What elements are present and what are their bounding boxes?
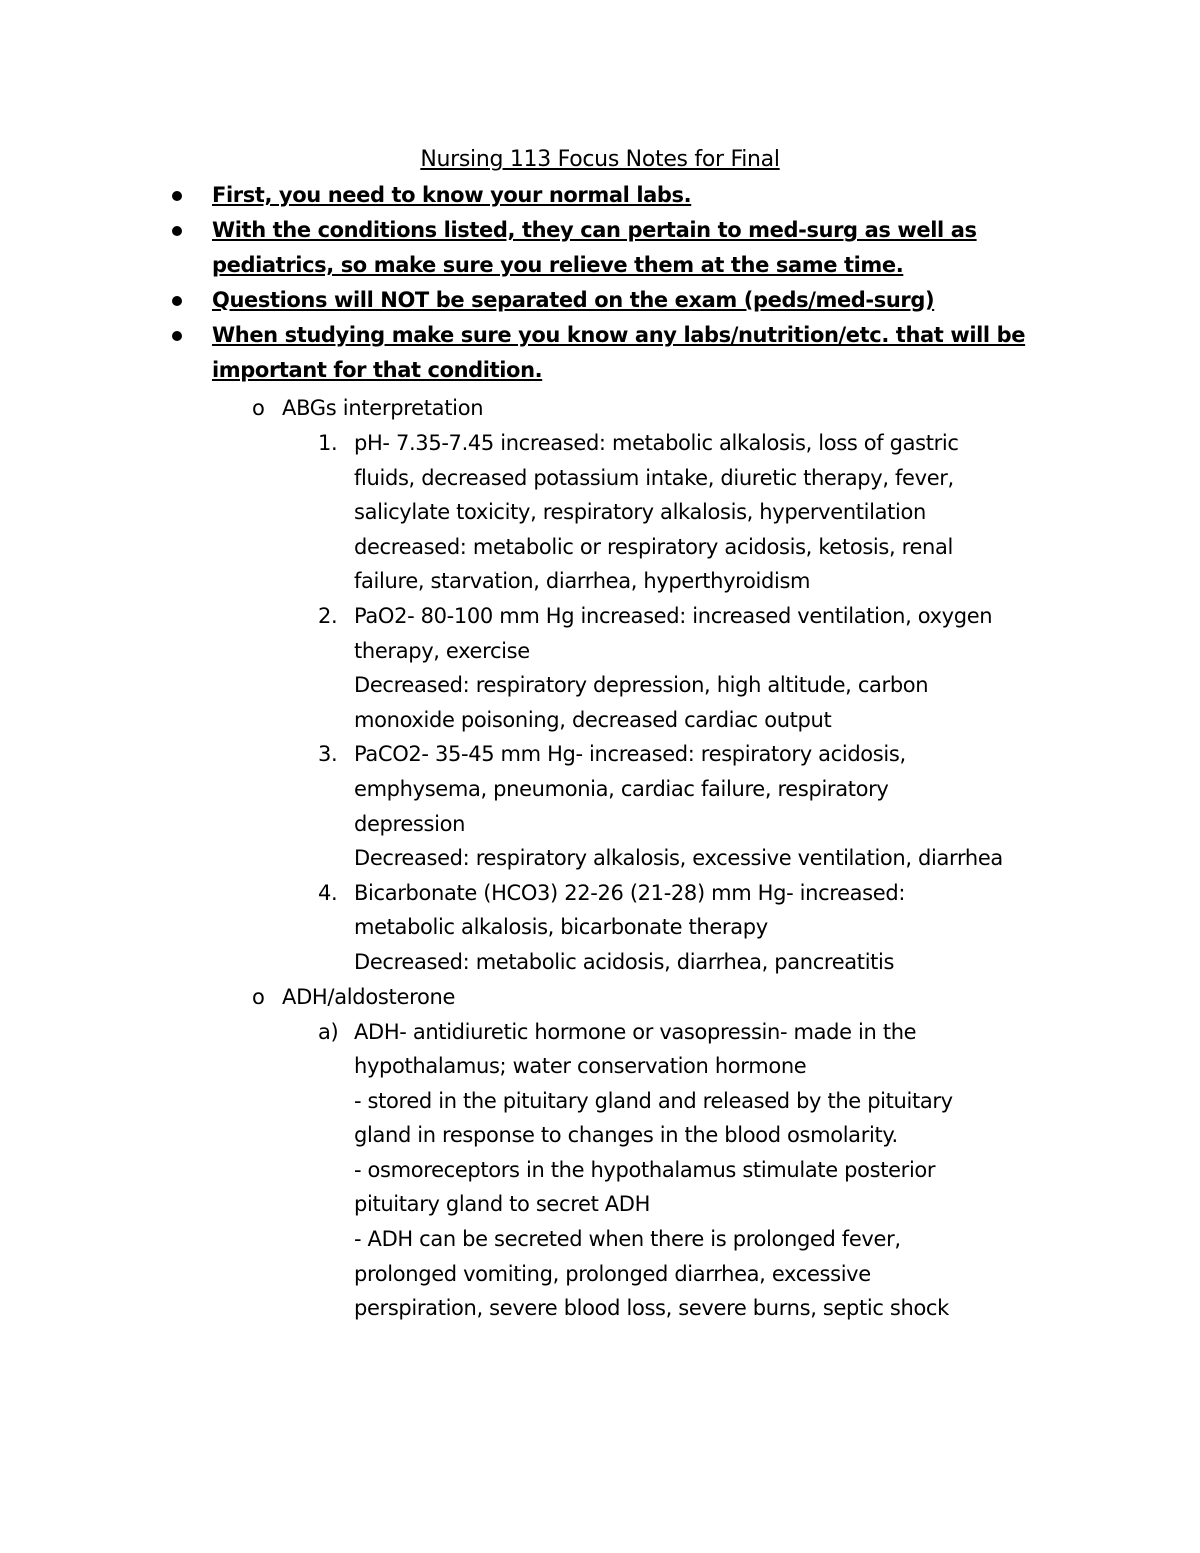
section-adh-aldosterone xyxy=(252,980,1082,1326)
item-line: Decreased: metabolic acidosis, diarrhea, pancreatitis xyxy=(354,949,895,974)
key-point xyxy=(172,178,1012,213)
item-line: Decreased: respiratory alkalosis, excessive ventilation, diarrhea xyxy=(354,846,1003,871)
item-line: - ADH can be secreted when there is prolonged fever, xyxy=(354,1227,901,1252)
item-line: metabolic alkalosis, bicarbonate therapy xyxy=(354,915,768,940)
key-point-line: When studying make sure you know any labs/nutrition/etc. that will be xyxy=(212,323,1026,347)
key-points-list xyxy=(172,178,1052,388)
bullet-icon xyxy=(172,296,182,306)
item-line: pituitary gland to secret ADH xyxy=(354,1192,651,1217)
section-abgs xyxy=(252,391,1082,980)
item-line: salicylate toxicity, respiratory alkalosis, hyperventilation xyxy=(354,500,926,525)
item-line: perspiration, severe blood loss, severe burns, septic shock xyxy=(354,1296,949,1321)
key-point xyxy=(172,318,1026,388)
bullet-icon xyxy=(172,226,182,236)
item-line: Bicarbonate (HCO3) 22-26 (21-28) mm Hg- increased: xyxy=(354,880,906,905)
list-item xyxy=(318,737,1054,875)
item-line: therapy, exercise xyxy=(354,638,530,663)
item-number: 4. xyxy=(318,880,338,905)
list-item xyxy=(318,426,1054,599)
item-line: - osmoreceptors in the hypothalamus stimulate posterior xyxy=(354,1157,936,1182)
abgs-items xyxy=(318,426,1082,980)
key-point xyxy=(172,213,1012,283)
section-heading-text: ABGs interpretation xyxy=(282,396,484,420)
item-line: Decreased: respiratory depression, high altitude, carbon xyxy=(354,673,929,698)
key-point xyxy=(172,283,1012,318)
section-heading-text: ADH/aldosterone xyxy=(282,984,456,1009)
document-title: Nursing 113 Focus Notes for Final xyxy=(420,147,780,172)
item-line: decreased: metabolic or respiratory acidosis, ketosis, renal xyxy=(354,534,954,559)
item-number: 2. xyxy=(318,603,338,628)
item-line: depression xyxy=(354,811,466,836)
item-number: 1. xyxy=(318,431,338,455)
item-line: emphysema, pneumonia, cardiac failure, respiratory xyxy=(354,776,889,801)
item-line: prolonged vomiting, prolonged diarrhea, excessive xyxy=(354,1261,871,1286)
key-point-line: important for that condition. xyxy=(212,358,543,382)
item-line: ADH- antidiuretic hormone or vasopressin- made in the xyxy=(354,1019,917,1044)
item-line: PaCO2- 35-45 mm Hg- increased: respiratory acidosis, xyxy=(354,742,906,767)
list-item xyxy=(318,876,1054,980)
section-heading xyxy=(252,980,1082,1015)
item-line: monoxide poisoning, decreased cardiac output xyxy=(354,707,832,732)
list-item xyxy=(318,599,1054,737)
section-marker: o xyxy=(252,396,265,420)
key-point-line: Questions will NOT be separated on the exam (peds/med-surg) xyxy=(212,288,935,312)
item-number: 3. xyxy=(318,742,338,767)
item-line: - stored in the pituitary gland and released by the pituitary xyxy=(354,1088,953,1113)
bullet-icon xyxy=(172,191,182,201)
key-point-line: With the conditions listed, they can pertain to med-surg as well as xyxy=(212,218,977,242)
item-line: PaO2- 80-100 mm Hg increased: increased ventilation, oxygen xyxy=(354,603,993,628)
item-line: hypothalamus; water conservation hormone xyxy=(354,1054,807,1079)
adh-items xyxy=(318,1015,1082,1326)
key-point-line: pediatrics, so make sure you relieve them at the same time. xyxy=(212,253,904,277)
bullet-icon xyxy=(172,331,182,341)
key-point-line: First, you need to know your normal labs. xyxy=(212,183,692,207)
section-heading xyxy=(252,391,1082,426)
item-line: pH- 7.35-7.45 increased: metabolic alkalosis, loss of gastric xyxy=(354,431,959,455)
item-line: fluids, decreased potassium intake, diuretic therapy, fever, xyxy=(354,465,954,490)
section-marker: o xyxy=(252,984,265,1009)
sections-list xyxy=(252,391,1082,1326)
item-line: gland in response to changes in the blood osmolarity. xyxy=(354,1123,898,1148)
item-letter: a) xyxy=(318,1019,339,1044)
item-line: failure, starvation, diarrhea, hyperthyroidism xyxy=(354,569,811,594)
list-item xyxy=(318,1015,1054,1326)
